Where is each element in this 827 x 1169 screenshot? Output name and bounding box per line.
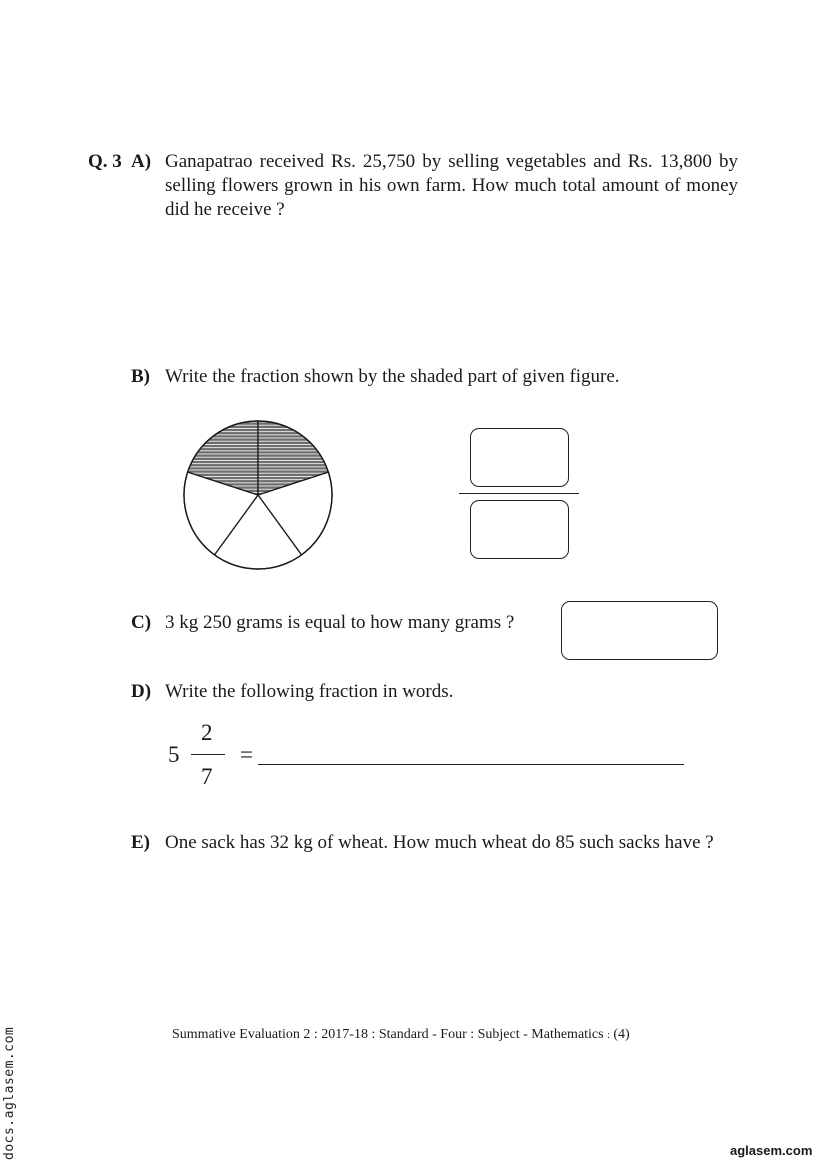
part-a-label: A) — [131, 151, 152, 172]
part-d-text: Write the following fraction in words. — [165, 681, 454, 702]
fraction-bar — [459, 493, 579, 494]
page-footer — [172, 1026, 630, 1045]
denominator-answer-box[interactable] — [470, 500, 569, 559]
part-b-label: B) — [131, 366, 150, 387]
part-e-label: E) — [131, 832, 150, 853]
side-watermark: docs.aglasem.com — [2, 1026, 17, 1160]
answer-line[interactable] — [258, 764, 684, 765]
part-a-text: Ganapatrao received Rs. 25,750 by selling vegetables and Rs. 13,800 by selling flowers grown in his own farm. How much total amount of money did he receive ? — [165, 151, 738, 220]
part-b-text: Write the fraction shown by the shaded part of given figure. — [165, 366, 620, 387]
mixed-fraction-numerator: 2 — [201, 720, 213, 745]
footer-page-number: (4) — [613, 1027, 630, 1042]
equals-sign: = — [240, 742, 253, 767]
part-c-text: 3 kg 250 grams is equal to how many grams ? — [165, 612, 515, 633]
numerator-answer-box[interactable] — [470, 428, 569, 487]
footer-text: Summative Evaluation 2 : 2017-18 : Standard - Four : Subject - Mathematics — [172, 1027, 604, 1042]
mixed-fraction-whole: 5 — [168, 742, 180, 767]
pie-slices — [184, 421, 332, 569]
footer-separator: : — [607, 1030, 610, 1041]
mixed-fraction-line — [191, 754, 225, 755]
question-number: Q. 3 — [88, 151, 122, 172]
grams-answer-box[interactable] — [561, 601, 718, 660]
part-e-text: One sack has 32 kg of wheat. How much wheat do 85 such sacks have ? — [165, 832, 714, 853]
part-d-label: D) — [131, 681, 152, 702]
mixed-fraction-denominator: 7 — [201, 764, 213, 789]
part-c-label: C) — [131, 612, 152, 633]
corner-watermark: aglasem.com — [730, 1143, 813, 1158]
pie-figure — [175, 412, 345, 578]
